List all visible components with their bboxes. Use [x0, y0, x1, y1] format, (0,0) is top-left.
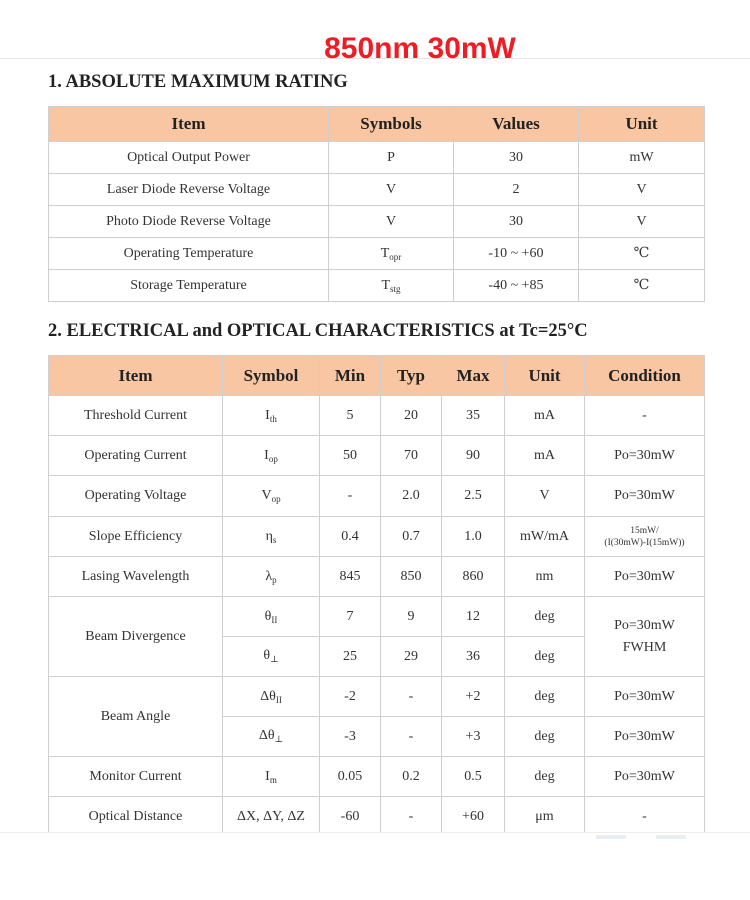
cell-min: 25	[320, 637, 381, 677]
cell-item: Storage Temperature	[49, 270, 329, 302]
col-header-symbols: Symbols	[329, 107, 454, 142]
cell-typ: 9	[381, 597, 442, 637]
cell-condition: 15mW/ (I(30mW)-I(15mW))	[585, 517, 705, 557]
cell-item: Beam Divergence	[49, 597, 223, 677]
cell-min: -	[320, 476, 381, 517]
cell-value: 2	[454, 174, 579, 206]
table-row-beam-angle-parallel	[49, 677, 705, 717]
cell-typ: 0.2	[381, 757, 442, 797]
cell-item: Monitor Current	[49, 757, 223, 797]
table-header-row	[49, 356, 705, 396]
cell-min: -3	[320, 717, 381, 757]
cell-item: Operating Temperature	[49, 238, 329, 270]
cell-unit: μm	[505, 797, 585, 838]
cell-min: -2	[320, 677, 381, 717]
cell-condition: Po=30mW	[585, 557, 705, 597]
cell-value: -10 ~ +60	[454, 238, 579, 270]
cell-typ: 2.0	[381, 476, 442, 517]
section-heading-absolute-max: 1. ABSOLUTE MAXIMUM RATING	[48, 72, 348, 92]
cell-min: 5	[320, 396, 381, 436]
cell-typ: 70	[381, 436, 442, 476]
table-row-slope-efficiency	[49, 517, 705, 557]
cell-symbol: $\Delta\theta_{II}$	[223, 677, 320, 717]
col-header-unit: Unit	[505, 356, 585, 396]
col-header-typ: Typ	[381, 356, 442, 396]
cell-unit: nm	[505, 557, 585, 597]
cell-symbol: $\theta_\perp$	[223, 637, 320, 677]
cell-symbol: $\Delta\theta_\perp$	[223, 717, 320, 757]
cell-max: 12	[442, 597, 505, 637]
cell-unit: deg	[505, 757, 585, 797]
table-row-lasing-wavelength	[49, 557, 705, 597]
cell-min: -60	[320, 797, 381, 838]
table-row	[49, 206, 705, 238]
cell-max: +3	[442, 717, 505, 757]
cell-symbol: $\lambda_p$	[223, 557, 320, 597]
cell-condition: Po=30mW FWHM	[585, 597, 705, 677]
cell-unit: mA	[505, 396, 585, 436]
cell-max: 1.0	[442, 517, 505, 557]
cell-condition: -	[585, 797, 705, 838]
scroll-artifact	[596, 835, 626, 839]
cell-value: 30	[454, 206, 579, 238]
cell-condition: Po=30mW	[585, 476, 705, 517]
cell-typ: 850	[381, 557, 442, 597]
cell-condition: -	[585, 396, 705, 436]
cell-symbol: ΔX, ΔY, ΔZ	[223, 797, 320, 838]
cell-unit: mW/mA	[505, 517, 585, 557]
cell-condition: Po=30mW	[585, 717, 705, 757]
table-header-row	[49, 107, 705, 142]
cell-max: 35	[442, 396, 505, 436]
cell-min: 7	[320, 597, 381, 637]
table-row-threshold-current	[49, 396, 705, 436]
table-row-beam-divergence-parallel	[49, 597, 705, 637]
cell-item: Slope Efficiency	[49, 517, 223, 557]
cell-unit: ℃	[579, 238, 705, 270]
col-header-item: Item	[49, 107, 329, 142]
cell-symbol: V	[329, 174, 454, 206]
cell-max: 2.5	[442, 476, 505, 517]
cell-item: Optical Distance	[49, 797, 223, 838]
cell-unit: V	[579, 206, 705, 238]
cell-typ: 29	[381, 637, 442, 677]
cell-min: 0.4	[320, 517, 381, 557]
col-header-min: Min	[320, 356, 381, 396]
table-row	[49, 142, 705, 174]
col-header-values: Values	[454, 107, 579, 142]
cell-max: 90	[442, 436, 505, 476]
cell-typ: 20	[381, 396, 442, 436]
cell-unit: deg	[505, 677, 585, 717]
cell-unit: deg	[505, 637, 585, 677]
cell-symbol: V	[329, 206, 454, 238]
cell-item: Laser Diode Reverse Voltage	[49, 174, 329, 206]
cell-value: 30	[454, 142, 579, 174]
absolute-max-rating-table	[48, 106, 705, 302]
cell-item: Photo Diode Reverse Voltage	[49, 206, 329, 238]
cell-item: Operating Voltage	[49, 476, 223, 517]
cell-symbol: $T_{opr}$	[329, 238, 454, 270]
cell-condition: Po=30mW	[585, 436, 705, 476]
scroll-artifact	[656, 835, 686, 839]
cell-item: Threshold Current	[49, 396, 223, 436]
cell-max: +60	[442, 797, 505, 838]
cell-min: 845	[320, 557, 381, 597]
cell-unit: V	[505, 476, 585, 517]
cell-typ: -	[381, 717, 442, 757]
cell-typ: -	[381, 797, 442, 838]
cell-unit: ℃	[579, 270, 705, 302]
col-header-item: Item	[49, 356, 223, 396]
col-header-condition: Condition	[585, 356, 705, 396]
cell-typ: -	[381, 677, 442, 717]
cell-value: -40 ~ +85	[454, 270, 579, 302]
cell-symbol: $I_{th}$	[223, 396, 320, 436]
cell-symbol: $\theta_{II}$	[223, 597, 320, 637]
cell-min: 0.05	[320, 757, 381, 797]
cell-symbol: $V_{op}$	[223, 476, 320, 517]
cell-max: 0.5	[442, 757, 505, 797]
section-heading-electrical-optical: 2. ELECTRICAL and OPTICAL CHARACTERISTICS at Tc=25°C	[48, 321, 588, 341]
cell-unit: mA	[505, 436, 585, 476]
cell-symbol: $T_{stg}$	[329, 270, 454, 302]
table-row-operating-voltage	[49, 476, 705, 517]
cell-item: Operating Current	[49, 436, 223, 476]
col-header-max: Max	[442, 356, 505, 396]
cell-unit: mW	[579, 142, 705, 174]
cell-max: 36	[442, 637, 505, 677]
cell-unit: deg	[505, 717, 585, 757]
cell-item: Optical Output Power	[49, 142, 329, 174]
cell-typ: 0.7	[381, 517, 442, 557]
cell-unit: V	[579, 174, 705, 206]
cell-max: 860	[442, 557, 505, 597]
page-bottom-blank	[0, 832, 750, 900]
cell-condition: Po=30mW	[585, 757, 705, 797]
col-header-unit: Unit	[579, 107, 705, 142]
table-row-operating-current	[49, 436, 705, 476]
cell-symbol: $I_{op}$	[223, 436, 320, 476]
cell-item: Beam Angle	[49, 677, 223, 757]
table-row	[49, 270, 705, 302]
cell-item: Lasing Wavelength	[49, 557, 223, 597]
cell-symbol: $\eta_s$	[223, 517, 320, 557]
electrical-optical-table	[48, 355, 705, 838]
cell-symbol: P	[329, 142, 454, 174]
cell-min: 50	[320, 436, 381, 476]
cell-symbol: $I_m$	[223, 757, 320, 797]
product-banner: 850nm 30mW	[324, 32, 516, 65]
bottom-divider	[0, 832, 750, 833]
cell-unit: deg	[505, 597, 585, 637]
table-row	[49, 174, 705, 206]
col-header-symbol: Symbol	[223, 356, 320, 396]
cell-max: +2	[442, 677, 505, 717]
table-row-monitor-current	[49, 757, 705, 797]
table-row	[49, 238, 705, 270]
cell-condition: Po=30mW	[585, 677, 705, 717]
